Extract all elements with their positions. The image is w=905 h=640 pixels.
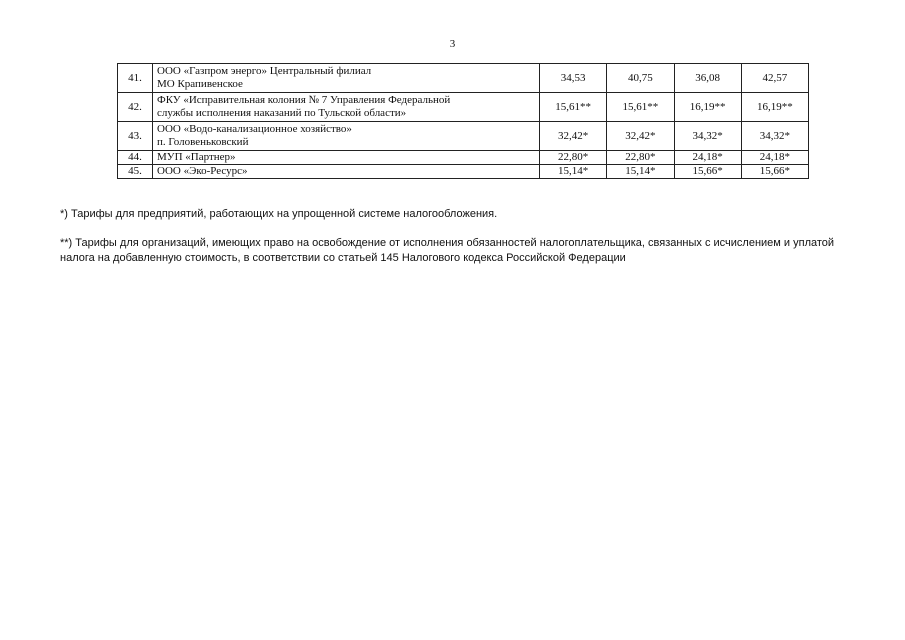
table-row	[118, 93, 809, 122]
tariff-value: 15,61**	[540, 93, 607, 122]
table-row	[118, 122, 809, 151]
organization-name-line: ООО «Водо-канализационное хозяйство»	[157, 123, 352, 135]
tariff-value: 32,42*	[540, 122, 607, 151]
organization-name-line: службы исполнения наказаний по Тульской области»	[157, 107, 407, 119]
tariff-value: 16,19**	[741, 93, 808, 122]
organization-name-line: ООО «Эко-Ресурс»	[157, 165, 248, 177]
table-row	[118, 151, 809, 165]
organization-name	[153, 64, 540, 93]
tariff-value: 22,80*	[540, 151, 607, 165]
organization-name-line: МУП «Партнер»	[157, 151, 236, 163]
row-number: 41.	[118, 64, 153, 93]
organization-name-line: МО Крапивенское	[157, 78, 243, 90]
tariff-value: 15,14*	[607, 165, 674, 179]
row-number: 42.	[118, 93, 153, 122]
organization-name	[153, 165, 540, 179]
footnote-vat-exemption: **) Тарифы для организаций, имеющих право на освобождение от исполнения обязанностей налогоплательщика, связанных с исчислением и уплатой налога на добавленную стоимость, в соответствии со статьей 145 Налогового кодекса Российской Федерации	[60, 237, 835, 264]
organization-name	[153, 93, 540, 122]
tariff-value: 32,42*	[607, 122, 674, 151]
tariff-value: 22,80*	[607, 151, 674, 165]
tariff-value: 24,18*	[674, 151, 741, 165]
organization-name-line: ООО «Газпром энерго» Центральный филиал	[157, 65, 372, 77]
row-number: 43.	[118, 122, 153, 151]
row-number: 44.	[118, 151, 153, 165]
tariff-value: 34,32*	[741, 122, 808, 151]
tariff-table	[117, 63, 809, 179]
tariff-value: 15,61**	[607, 93, 674, 122]
tariff-value: 34,32*	[674, 122, 741, 151]
table-row	[118, 165, 809, 179]
organization-name	[153, 122, 540, 151]
tariff-value: 15,66*	[674, 165, 741, 179]
tariff-value: 24,18*	[741, 151, 808, 165]
page-number: 3	[449, 38, 456, 50]
footnote-simplified-tax: *) Тарифы для предприятий, работающих на упрощенной системе налогообложения.	[60, 208, 498, 220]
tariff-value: 15,66*	[741, 165, 808, 179]
tariff-value: 40,75	[607, 64, 674, 93]
table-row	[118, 64, 809, 93]
organization-name	[153, 151, 540, 165]
tariff-value: 34,53	[540, 64, 607, 93]
organization-name-line: п. Головеньковский	[157, 136, 249, 148]
tariff-value: 15,14*	[540, 165, 607, 179]
tariff-value: 36,08	[674, 64, 741, 93]
tariff-value: 16,19**	[674, 93, 741, 122]
tariff-value: 42,57	[741, 64, 808, 93]
organization-name-line: ФКУ «Исправительная колония № 7 Управления Федеральной	[157, 94, 451, 106]
row-number: 45.	[118, 165, 153, 179]
